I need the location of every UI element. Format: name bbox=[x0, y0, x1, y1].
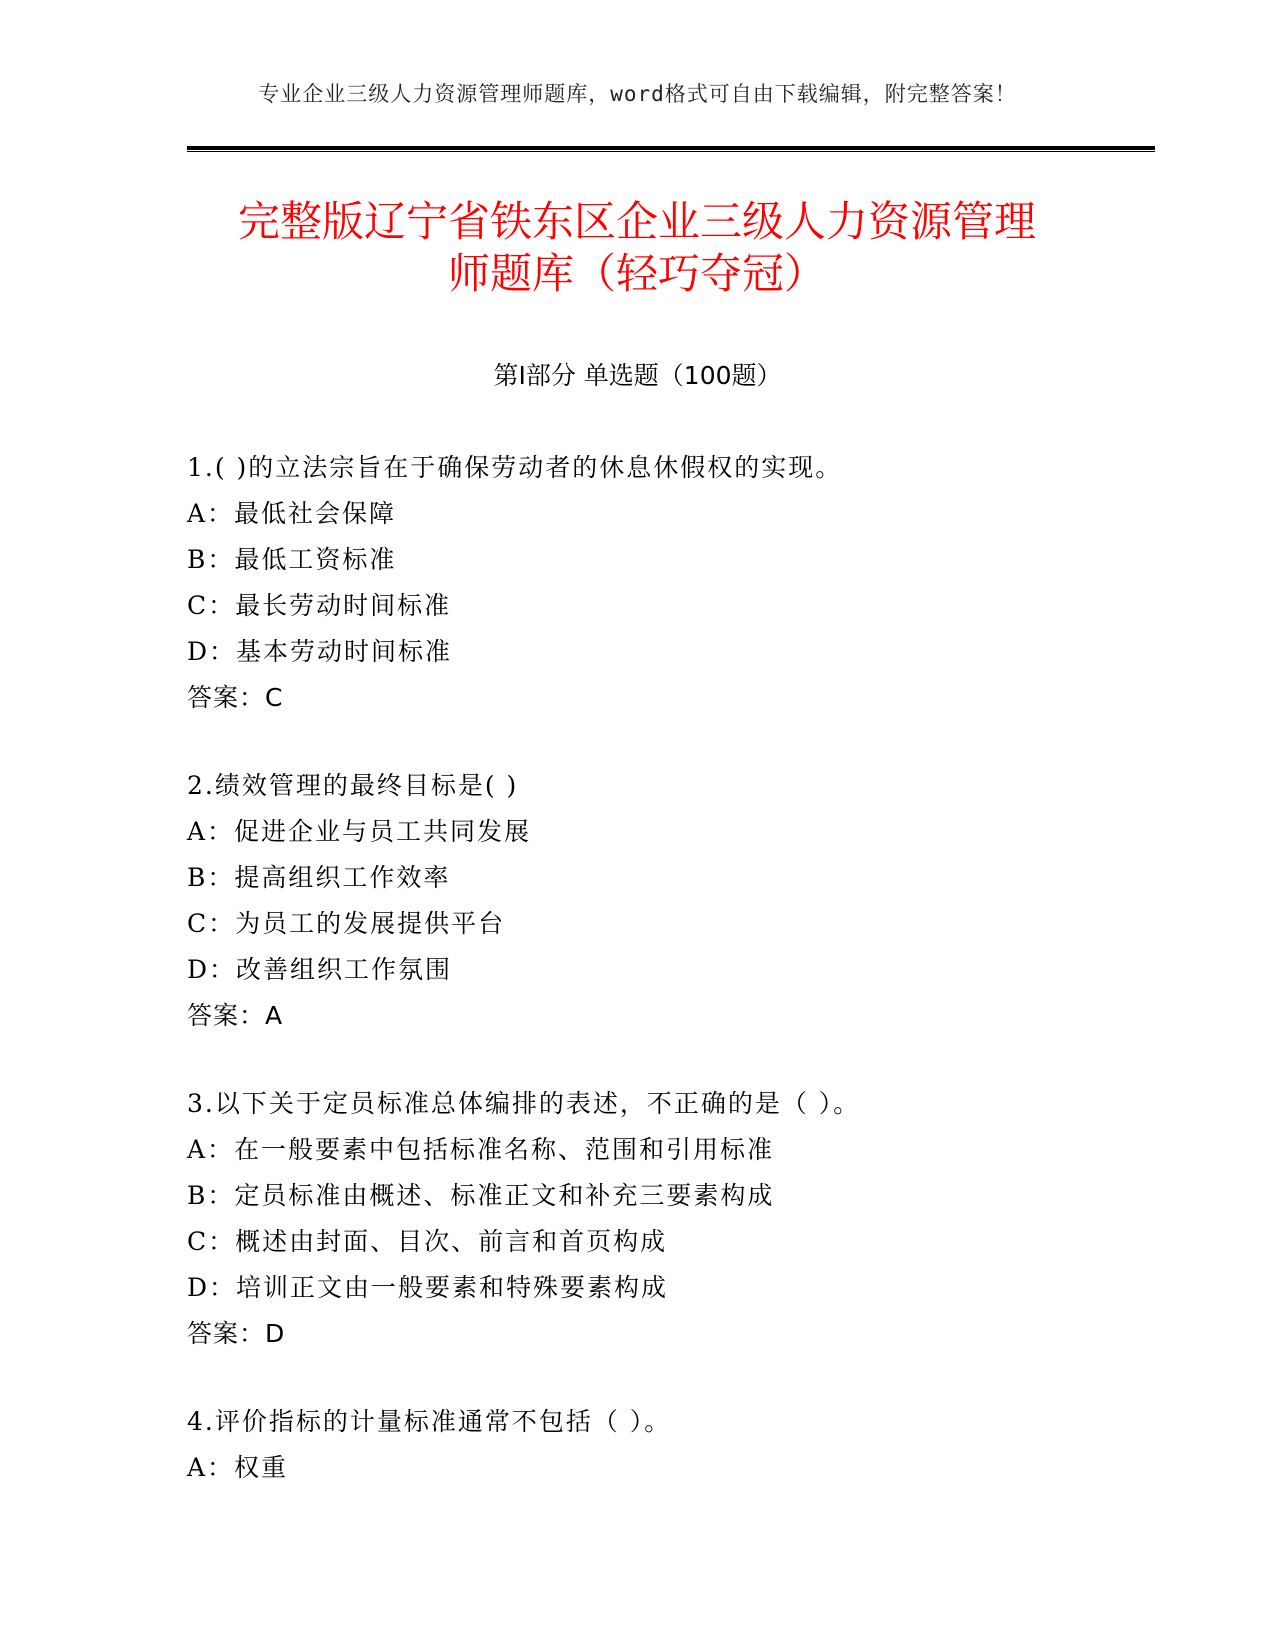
question-2 bbox=[187, 763, 1147, 1039]
option-d: D：基本劳动时间标准 bbox=[187, 637, 453, 666]
question-stem: 4.评价指标的计量标准通常不包括（ ）。 bbox=[187, 1407, 672, 1436]
question-3 bbox=[187, 1081, 1147, 1357]
answer: 答案：A bbox=[187, 1001, 284, 1030]
option-a: A：促进企业与员工共同发展 bbox=[187, 817, 532, 846]
header-divider bbox=[187, 146, 1155, 152]
option-c: C：概述由封面、目次、前言和首页构成 bbox=[187, 1227, 668, 1256]
option-a: A：最低社会保障 bbox=[187, 499, 397, 528]
question-4 bbox=[187, 1399, 1147, 1491]
option-c: C：为员工的发展提供平台 bbox=[187, 909, 506, 938]
question-gap bbox=[187, 1039, 1147, 1081]
option-b: B：提高组织工作效率 bbox=[187, 863, 451, 892]
answer: 答案：D bbox=[187, 1319, 286, 1348]
option-a: A：在一般要素中包括标准名称、范围和引用标准 bbox=[187, 1135, 775, 1164]
question-stem: 3.以下关于定员标准总体编排的表述，不正确的是（ ）。 bbox=[187, 1089, 861, 1118]
question-gap bbox=[187, 1357, 1147, 1399]
document-title bbox=[187, 196, 1087, 300]
option-b: B：最低工资标准 bbox=[187, 545, 397, 574]
divider-thick-line bbox=[187, 146, 1155, 150]
option-d: D：培训正文由一般要素和特殊要素构成 bbox=[187, 1273, 669, 1302]
option-b: B：定员标准由概述、标准正文和补充三要素构成 bbox=[187, 1181, 775, 1210]
question-stem: 2.绩效管理的最终目标是( ) bbox=[187, 771, 519, 800]
title-line-2: 师题库（轻巧夺冠） bbox=[447, 249, 826, 298]
question-gap bbox=[187, 721, 1147, 763]
header-note: 专业企业三级人力资源管理师题库，word格式可自由下载编辑，附完整答案！ bbox=[258, 82, 1017, 106]
question-stem: 1.( )的立法宗旨在于确保劳动者的休息休假权的实现。 bbox=[187, 453, 843, 482]
title-line-1: 完整版辽宁省铁东区企业三级人力资源管理 bbox=[237, 197, 1036, 246]
option-a: A：权重 bbox=[187, 1453, 289, 1482]
answer: 答案：C bbox=[187, 683, 284, 712]
option-c: C：最长劳动时间标准 bbox=[187, 591, 452, 620]
section-title: 第Ⅰ部分 单选题（100题） bbox=[493, 361, 782, 390]
option-d: D：改善组织工作氛围 bbox=[187, 955, 453, 984]
divider-thin-line bbox=[187, 151, 1155, 152]
question-list bbox=[187, 445, 1147, 1491]
question-1 bbox=[187, 445, 1147, 721]
